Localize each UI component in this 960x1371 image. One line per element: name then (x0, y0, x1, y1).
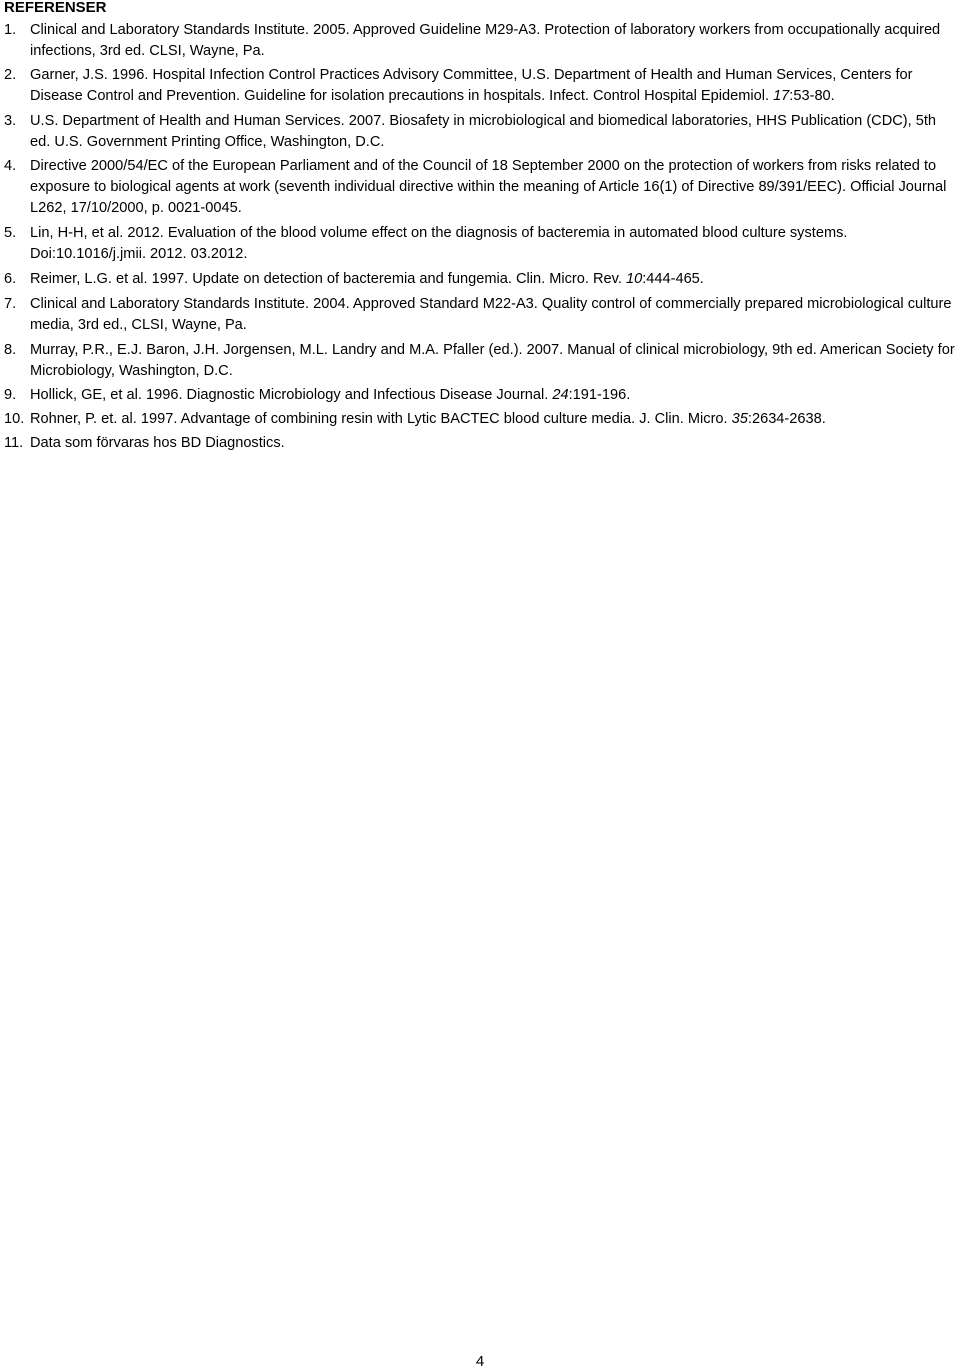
reference-text-part: Data som förvaras hos BD Diagnostics. (30, 434, 285, 451)
reference-item (0, 111, 955, 152)
reference-text (30, 113, 936, 150)
reference-volume: 17 (773, 88, 790, 105)
reference-number: 8. (4, 341, 17, 358)
reference-text (30, 67, 913, 104)
reference-text (30, 342, 955, 379)
reference-text (30, 22, 940, 59)
reference-text (30, 435, 285, 451)
reference-text-part: :444-465. (642, 270, 704, 287)
reference-item (0, 340, 955, 381)
reference-number: 10. (4, 410, 25, 427)
reference-text-part: :53-80. (789, 88, 835, 105)
reference-number: 3. (4, 112, 17, 129)
reference-volume: 35 (731, 410, 748, 427)
reference-text-part: Clinical and Laboratory Standards Institute. 2005. Approved Guideline M29-A3. Protection of laboratory workers from occupationally acquired infections, 3rd ed. CLSI, Wayne, Pa. (30, 22, 941, 59)
reference-text-part: :191-196. (568, 387, 631, 404)
reference-volume: 10 (625, 270, 643, 287)
reference-text-part: Murray, P.R., E.J. Baron, J.H. Jorgensen, M.L. Landry and M.A. Pfaller (ed.). 2007. Manual of clinical microbiology, 9th ed. American Society for Microbiology, Washington, D.C. (30, 341, 955, 379)
reference-text-part: Reimer, L.G. et al. 1997. Update on detection of bacteremia and fungemia. Clin. Micro. Rev. (30, 270, 626, 287)
reference-text (30, 411, 826, 427)
reference-item (0, 156, 955, 218)
reference-number: 5. (4, 225, 17, 242)
reference-text-part: U.S. Department of Health and Human Services. 2007. Biosafety in microbiological and biomedical laboratories, HHS Publication (CDC), 5th ed. U.S. Government Printing Office, Washington, D.C. (30, 112, 937, 150)
reference-item (0, 269, 955, 290)
reference-item (0, 20, 955, 61)
reference-text (30, 296, 952, 333)
reference-text-part: Clinical and Laboratory Standards Institute. 2004. Approved Standard M22-A3. Quality control of commercially prepared microbiological culture media, 3rd ed., CLSI, Wayne, Pa. (30, 296, 952, 334)
reference-text-part: :2634-2638. (747, 410, 826, 427)
reference-text-part: Lin, H-H, et al. 2012. Evaluation of the blood volume effect on the diagnosis of bacteremia in automated blood culture systems. Doi:10.1016/j.jmii. 2012. 03.2012. (30, 225, 848, 263)
reference-item (0, 433, 955, 454)
page-number: 4 (475, 1353, 485, 1370)
reference-number: 11. (4, 434, 24, 451)
reference-text-part: Directive 2000/54/EC of the European Parliament and of the Council of 18 September 2000 on the protection of workers from risks related to exposure to biological agents at work (seventh individual directive within the meaning of Article 16(1) of Directive 89/391/EEC). Official Journal L262, 17/10/2000, p. 0021-0045. (30, 158, 947, 216)
reference-text (30, 225, 847, 262)
reference-number: 9. (4, 387, 17, 404)
reference-number: 4. (4, 158, 17, 175)
reference-list (0, 20, 955, 453)
reference-number: 1. (4, 22, 17, 38)
reference-number: 7. (4, 296, 17, 313)
references-heading: REFERENSER (4, 0, 107, 16)
reference-text-part: Garner, J.S. 1996. Hospital Infection Control Practices Advisory Committee, U.S. Department of Health and Human Services, Centers for Disease Control and Prevention. Guideline for isolation precautions in hospitals. Infect. Control Hospital Epidemiol. (30, 67, 913, 105)
reference-text (30, 271, 704, 287)
reference-volume: 24 (552, 387, 569, 404)
reference-text-part: Hollick, GE, et al. 1996. Diagnostic Microbiology and Infectious Disease Journal. (30, 387, 553, 404)
reference-number: 2. (4, 67, 17, 84)
reference-item (0, 294, 955, 335)
reference-item (0, 409, 955, 430)
reference-item (0, 65, 955, 106)
reference-number: 6. (4, 270, 17, 287)
reference-item (0, 223, 955, 264)
reference-item (0, 385, 955, 406)
reference-text (30, 158, 946, 215)
reference-text-part: Rohner, P. et. al. 1997. Advantage of combining resin with Lytic BACTEC blood culture media. J. Clin. Micro. (30, 410, 732, 427)
reference-text (30, 387, 630, 403)
